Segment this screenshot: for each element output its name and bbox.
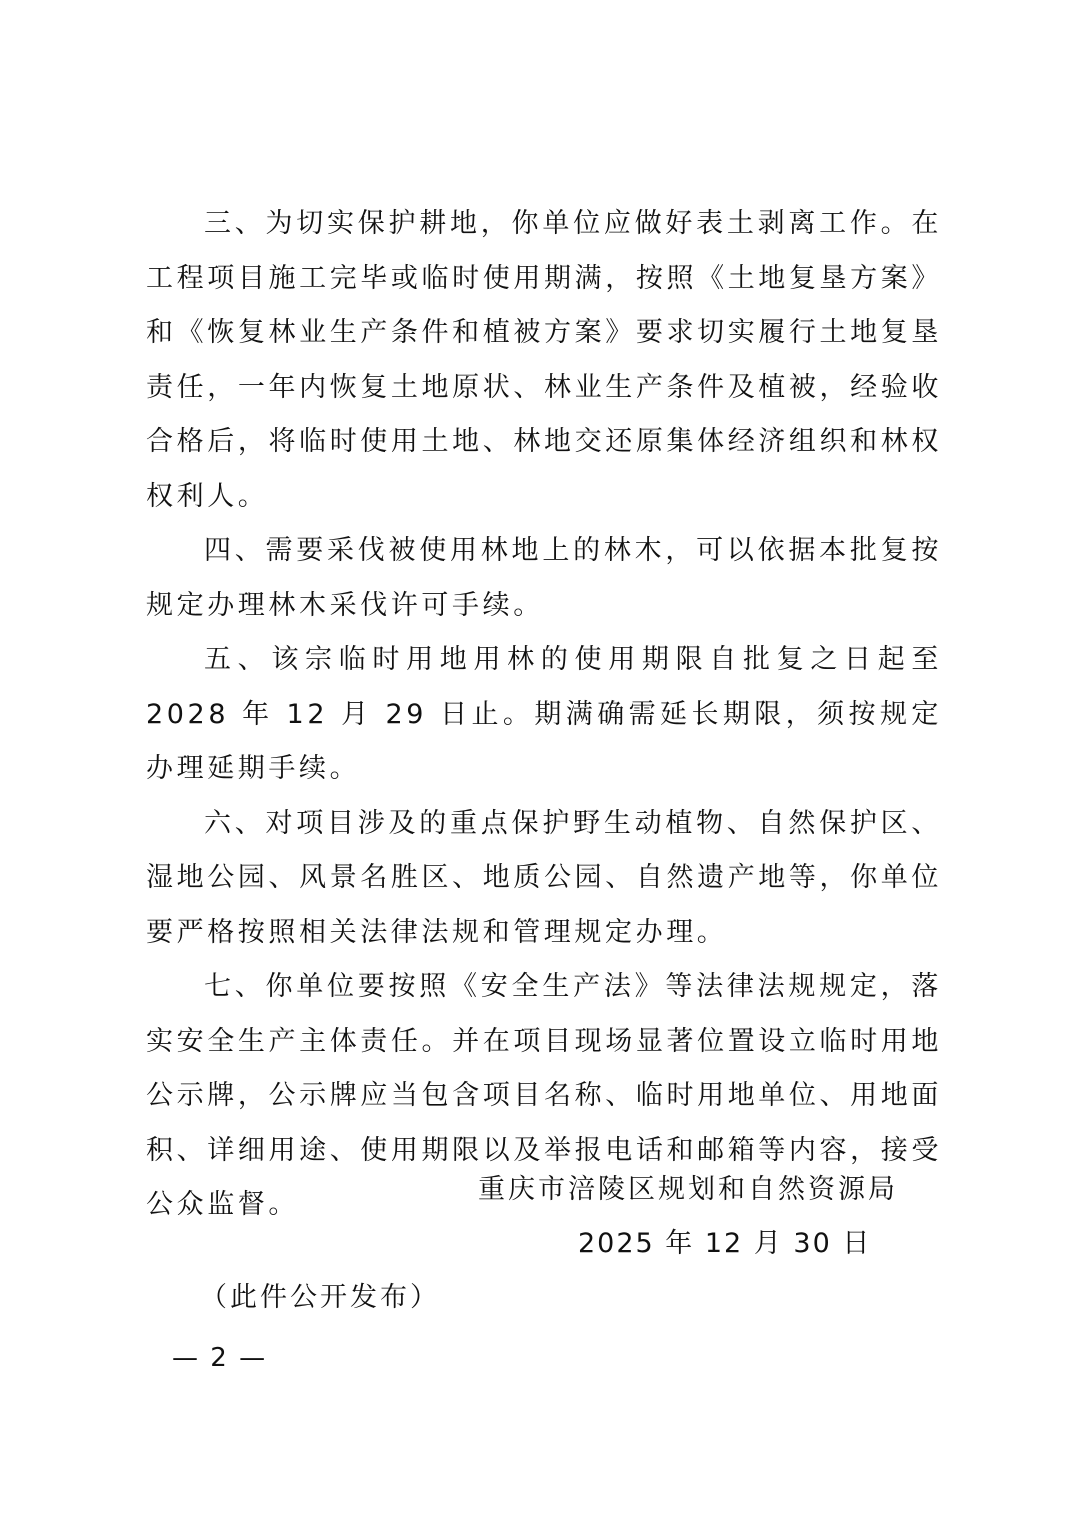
paragraph-3: 三、为切实保护耕地，你单位应做好表土剥离工作。在工程项目施工完毕或临时使用期满，按照《土地复垦方案》和《恢复林业生产条件和植被方案》要求切实履行土地复垦责任，一年内恢复土地原状、林业生产条件及植被，经验收合格后，将临时使用土地、林地交还原集体经济组织和林权权利人。 bbox=[146, 208, 942, 512]
page-number: — 2 — bbox=[172, 1343, 268, 1373]
public-release-note: （此件公开发布） bbox=[200, 1282, 440, 1313]
signature-organization: 重庆市涪陵区规划和自然资源局 bbox=[478, 1174, 898, 1205]
paragraph-7: 七、你单位要按照《安全生产法》等法律法规规定，落实安全生产主体责任。并在项目现场显著位置设立临时用地公示牌，公示牌应当包含项目名称、临时用地单位、用地面积、详细用途、使用期限以及举报电话和邮箱等内容，接受公众监督。 bbox=[146, 971, 942, 1220]
paragraph-6: 六、对项目涉及的重点保护野生动植物、自然保护区、湿地公园、风景名胜区、地质公园、自然遗产地等，你单位要严格按照相关法律法规和管理规定办理。 bbox=[146, 807, 942, 948]
signature-date: 2025 年 12 月 30 日 bbox=[578, 1228, 872, 1259]
paragraph-4: 四、需要采伐被使用林地上的林木，可以依据本批复按规定办理林木采伐许可手续。 bbox=[146, 535, 942, 621]
document-body bbox=[146, 197, 942, 1233]
paragraph-5: 五、该宗临时用地用林的使用期限自批复之日起至 2028 年 12 月 29 日止。期满确需延长期限，须按规定办理延期手续。 bbox=[146, 644, 942, 784]
